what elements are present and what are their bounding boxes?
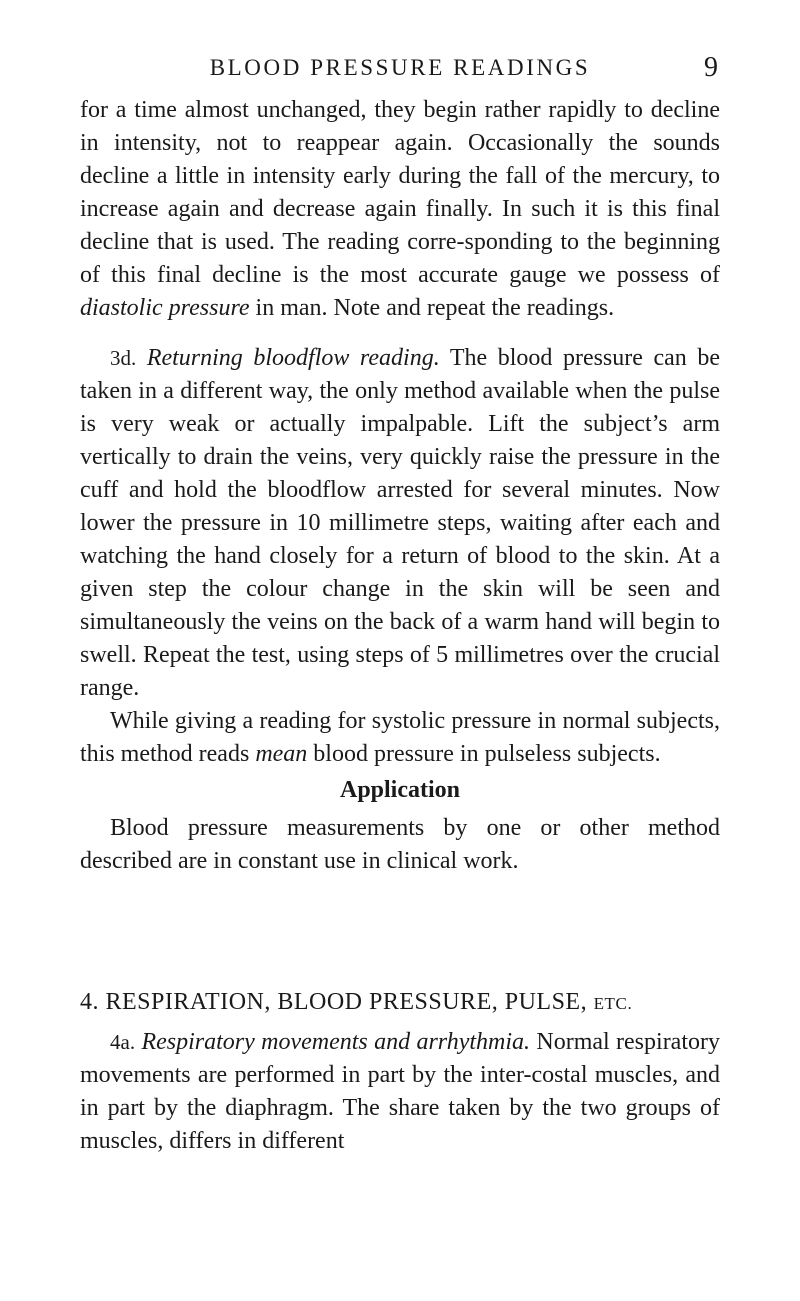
- section-4-heading: [80, 986, 720, 1020]
- paragraph-4a: [80, 1026, 720, 1158]
- section-4-title: 4. RESPIRATION, BLOOD PRESSURE, PULSE,: [80, 989, 588, 1015]
- section-title-3d: Returning bloodflow reading.: [146, 345, 440, 371]
- paragraph-continuation: [80, 94, 720, 325]
- section-number-4a: 4a.: [110, 1030, 136, 1054]
- page-number: 9: [704, 52, 718, 83]
- emphasis-mean: mean: [255, 741, 308, 767]
- mean-text-after: blood pressure in pulseless subjects.: [313, 741, 661, 767]
- section-text-3d: The blood pressure can be taken in a different way, the only method available when the pulse is very weak or actually impalpable. Lift the subject’s arm vertically to drain the veins, very quickly raise the pressure in the cuff and hold the bloodflow arrested for several minutes. Now lower the pressure in 10 millimetre steps, waiting after each and watching the hand closely for a return of blood to the skin. At a given step the colour change in the skin will be seen and simultaneously the veins on the back of a warm hand will begin to swell. Repeat the test, using steps of 5 millimetres over the crucial range.: [80, 345, 720, 701]
- section-text-4a: Normal respiratory movements are performed in part by the inter-costal muscles, and in part by the diaphragm. The share taken by the two groups of muscles, differs in different: [80, 1029, 720, 1154]
- application-paragraph: Blood pressure measurements by one or other method described are in constant use in clinical work.: [80, 815, 720, 874]
- paragraph-mean: [80, 705, 720, 771]
- spacer: [80, 878, 720, 986]
- body-text: [80, 94, 720, 1158]
- paragraph-text: for a time almost unchanged, they begin rather rapidly to decline in intensity, not to reappear again. Occasionally the sounds decline a little in intensity early during the fall of the mercury, to increase again and decrease again finally. In such it is this final decline that is used. The reading corre-sponding to the beginning of this final decline is the most accurate gauge we possess of: [80, 97, 720, 288]
- paragraph-text-end: in man. Note and repeat the readings.: [255, 295, 615, 321]
- running-head: [0, 50, 800, 86]
- emphasis-diastolic: diastolic pressure: [80, 295, 250, 321]
- section-4-etc: ETC.: [593, 994, 633, 1013]
- section-title-4a: Respiratory movements and arrhythmia.: [141, 1029, 531, 1055]
- section-number-3d: 3d.: [110, 346, 137, 370]
- paragraph-3d: [80, 342, 720, 705]
- running-title: BLOOD PRESSURE READINGS: [209, 55, 591, 80]
- application-heading: Application: [339, 777, 461, 803]
- mean-text-before: While giving a reading for systolic pressure in normal subjects, this method reads: [80, 708, 720, 767]
